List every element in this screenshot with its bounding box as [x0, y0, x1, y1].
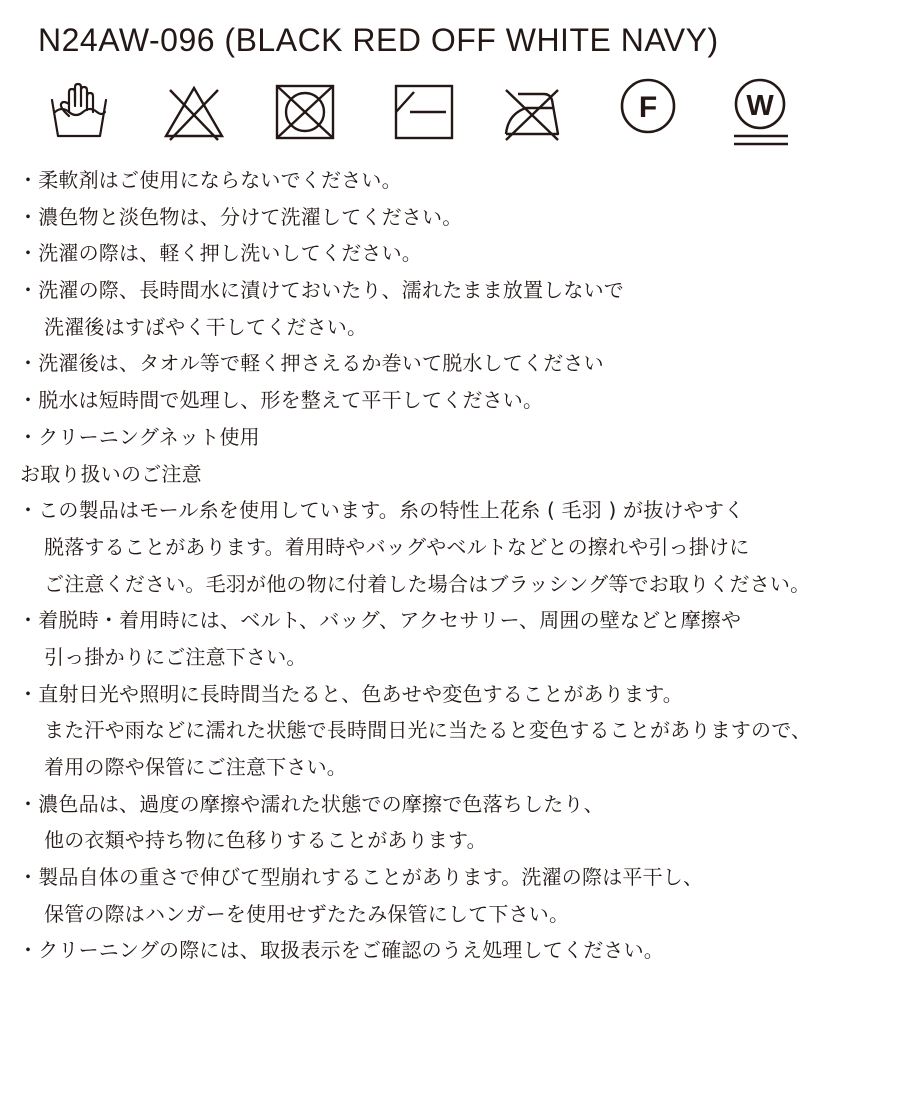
instruction-line: ・洗濯の際は、軽く押し洗いしてください。 — [18, 241, 422, 266]
instruction-line: 洗濯後はすばやく干してください。 — [44, 314, 368, 339]
flat-dry-shade-icon — [392, 78, 456, 150]
instruction-line: 脱落することがあります。着用時やバッグやベルトなどとの擦れや引っ掛けに — [44, 534, 750, 559]
instruction-line: ・洗濯後は、タオル等で軽く押さえるか巻いて脱水してください — [18, 351, 604, 376]
instruction-line: 着用の際や保管にご注意下さい。 — [44, 755, 347, 779]
dry-clean-f-icon — [616, 78, 680, 150]
svg-text:F: F — [638, 91, 658, 124]
instruction-line: ・柔軟剤はご使用にならないでください。 — [18, 168, 402, 192]
no-bleach-icon — [162, 78, 226, 150]
instruction-line: ・洗濯の際、長時間水に漬けておいたり、濡れたまま放置しないで — [18, 278, 624, 303]
instruction-line: ・この製品はモール糸を使用しています。糸の特性上花糸 ( 毛羽 ) が抜けやすく — [18, 498, 745, 523]
instruction-line: ・着脱時・着用時には、ベルト、バッグ、アクセサリー、周囲の壁などと摩擦や — [18, 608, 742, 633]
care-instructions — [18, 162, 918, 969]
wet-clean-w-icon — [728, 78, 792, 150]
hand-wash-icon — [47, 78, 111, 150]
instruction-line: また汗や雨などに濡れた状態で長時間日光に当たると変色することがありますので、 — [44, 718, 812, 743]
product-title: N24AW-096 (BLACK RED OFF WHITE NAVY) — [38, 22, 719, 58]
instruction-line: ・製品自体の重さで伸びて型崩れすることがあります。洗濯の際は平干し、 — [18, 865, 704, 890]
instruction-line: ご注意ください。毛羽が他の物に付着した場合はブラッシング等でお取りください。 — [44, 571, 811, 596]
instruction-line: ・濃色品は、過度の摩擦や濡れた状態での摩擦で色落ちしたり、 — [18, 791, 604, 816]
no-tumble-dry-icon — [273, 78, 337, 150]
instruction-line: ・クリーニングネット使用 — [18, 424, 260, 449]
instruction-line: ・濃色物と淡色物は、分けて洗濯してください。 — [18, 204, 463, 229]
instruction-line: ・直射日光や照明に長時間当たると、色あせや変色することがあります。 — [18, 681, 683, 706]
instruction-line: 引っ掛かりにご注意下さい。 — [44, 644, 307, 669]
instruction-line: 他の衣類や持ち物に色移りすることがあります。 — [44, 828, 487, 853]
instruction-line: ・クリーニングの際には、取扱表示をご確認のうえ処理してください。 — [18, 938, 664, 963]
section-heading: お取り扱いのご注意 — [20, 461, 202, 486]
instruction-line: 保管の際はハンガーを使用せずたたみ保管にして下さい。 — [44, 901, 570, 926]
instruction-line: ・脱水は短時間で処理し、形を整えて平干してください。 — [18, 388, 544, 413]
svg-text:W: W — [746, 90, 774, 122]
no-iron-icon — [500, 78, 564, 150]
